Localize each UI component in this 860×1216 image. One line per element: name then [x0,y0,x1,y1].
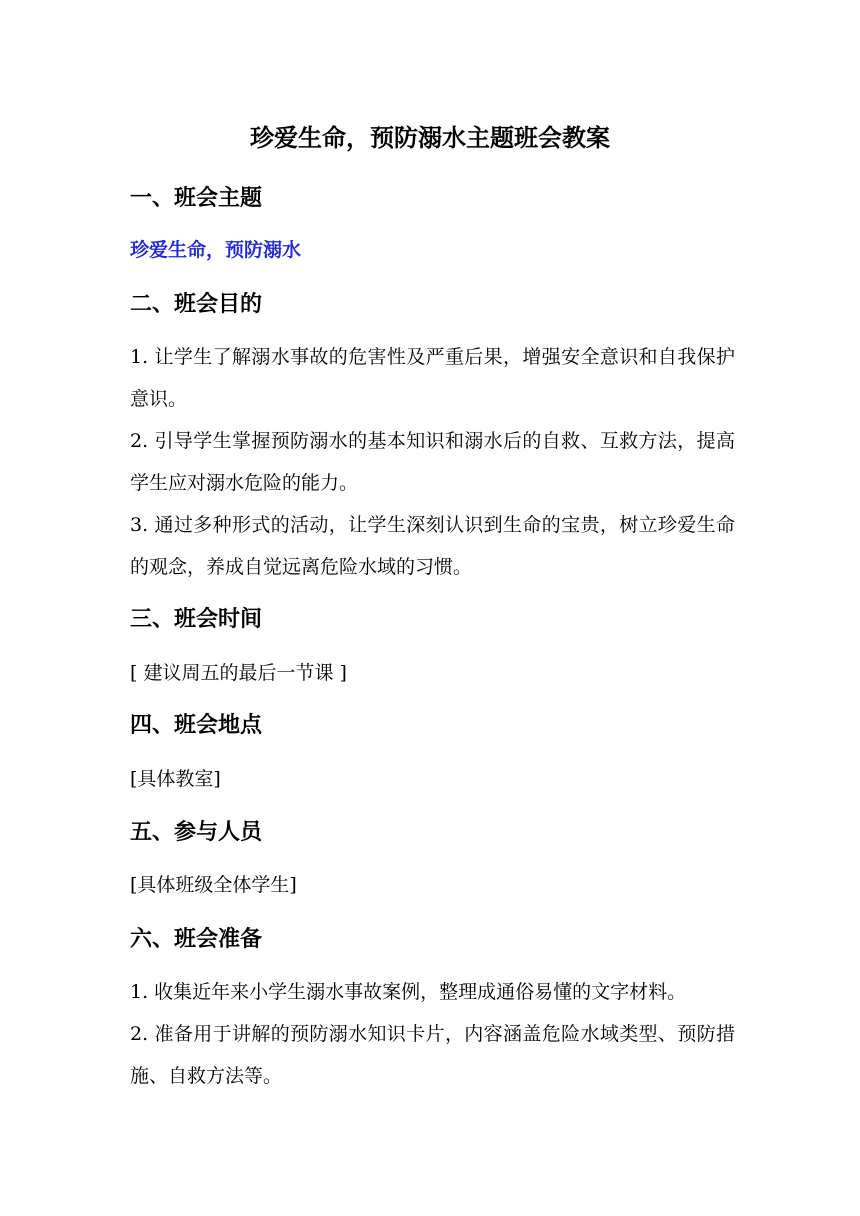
purpose-item-2: 2. 引导学生掌握预防溺水的基本知识和溺水后的自救、互救方法，提高学生应对溺水危险的能力。 [130,430,735,494]
purpose-item-1: 1. 让学生了解溺水事故的危害性及严重后果，增强安全意识和自我保护意识。 [130,346,735,410]
section-heading-time: 三、班会时间 [130,607,263,632]
section-heading-purpose: 二、班会目的 [130,292,263,317]
preparation-item-1: 1. 收集近年来小学生溺水事故案例，整理成通俗易懂的文字材料。 [130,981,687,1003]
section-content-theme: 珍爱生命，预防溺水 [130,239,302,261]
document-title: 珍爱生命，预防溺水主题班会教案 [250,124,610,152]
section-heading-preparation: 六、班会准备 [130,927,263,952]
section-heading-theme: 一、班会主题 [130,186,263,211]
section-content-participants: [具体班级全体学生] [130,874,297,896]
section-content-time: [ 建议周五的最后一节课 ] [130,662,347,684]
section-content-location: [具体教室] [130,768,221,790]
purpose-item-3: 3. 通过多种形式的活动，让学生深刻认识到生命的宝贵，树立珍爱生命的观念，养成自觉远离危险水域的习惯。 [130,514,735,578]
section-heading-location: 四、班会地点 [130,713,263,738]
preparation-item-2: 2. 准备用于讲解的预防溺水知识卡片，内容涵盖危险水域类型、预防措施、自救方法等。 [130,1023,735,1087]
section-heading-participants: 五、参与人员 [130,820,263,845]
